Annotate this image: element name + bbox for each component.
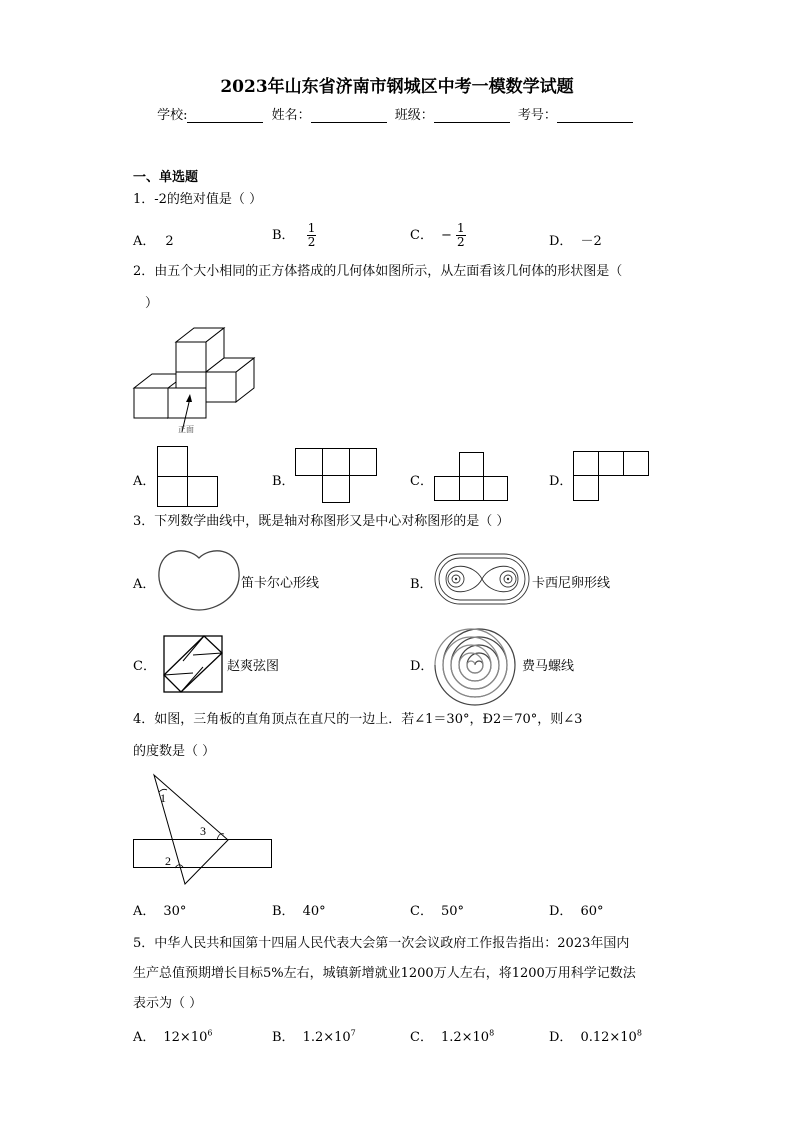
name-blank bbox=[311, 108, 387, 123]
cassini-oval-figure bbox=[434, 553, 530, 605]
q3-option-d-letter: D． bbox=[410, 659, 434, 674]
q2-option-d-letter: D． bbox=[549, 474, 573, 489]
q1-option-b: B． $\frac{1}{2}$ bbox=[272, 221, 316, 249]
q4-option-d: D． 60° bbox=[549, 904, 604, 919]
q5-option-d: D． $0.12\times 10^8$ bbox=[549, 1028, 642, 1045]
q2-option-b-figure bbox=[295, 448, 379, 504]
q2-stem: 2．由五个大小相同的正方体搭成的几何体如图所示，从左面看该几何体的形状图是（ bbox=[133, 264, 623, 279]
zhao-shuang-diagram bbox=[163, 635, 223, 693]
q2-option-c-figure bbox=[434, 452, 510, 502]
cardioid-figure bbox=[157, 548, 241, 612]
q2-option-c-letter: C． bbox=[410, 474, 433, 489]
q3-option-b-label: 卡西尼卵形线 bbox=[532, 576, 611, 591]
section-heading: 一、单选题 bbox=[133, 170, 199, 185]
q2-option-a-figure bbox=[157, 446, 219, 508]
q4-stem: 4．如图，三角板的直角顶点在直尺的一边上．若∠1＝30°，Ð2＝70°，则∠3 bbox=[133, 712, 583, 727]
q1-option-d: D． －2 bbox=[549, 234, 602, 249]
q3-option-a-letter: A． bbox=[133, 577, 156, 592]
front-label: 正面 bbox=[178, 425, 194, 434]
q1-c-fraction: $\frac{1}{2}$ bbox=[457, 221, 465, 249]
q1-stem: 1．-2的绝对值是（ ） bbox=[133, 192, 263, 207]
q3-option-b-letter: B． bbox=[410, 577, 433, 592]
q3-option-a-label: 笛卡尔心形线 bbox=[241, 576, 320, 591]
q3-option-c-letter: C． bbox=[133, 659, 156, 674]
exam-number-blank bbox=[557, 108, 633, 123]
class-label: 班级： bbox=[394, 108, 434, 123]
q4-option-c: C． 50° bbox=[410, 904, 464, 919]
q5-stem-line-2: 生产总值预期增长目标5%左右，城镇新增就业1200万人左右，将1200万用科学记数法 bbox=[133, 966, 636, 981]
q3-option-c-label: 赵爽弦图 bbox=[227, 659, 280, 674]
name-label: 姓名： bbox=[271, 108, 311, 123]
q3-stem: 3．下列数学曲线中，既是轴对称图形又是中心对称图形的是（ ） bbox=[133, 514, 510, 529]
q1-option-a: A． 2 bbox=[133, 234, 174, 249]
q1-b-fraction: $\frac{1}{2}$ bbox=[307, 221, 316, 249]
angle-3-label: 3 bbox=[200, 824, 206, 838]
q2-option-b-letter: B． bbox=[272, 474, 295, 489]
fermat-spiral-figure bbox=[432, 623, 518, 707]
q3-option-d-label: 费马螺线 bbox=[522, 659, 575, 674]
q2-cube-figure bbox=[130, 328, 260, 438]
q4-stem-2: 的度数是（ ） bbox=[133, 744, 216, 759]
exam-number-label: 考号： bbox=[517, 108, 557, 123]
q1-option-c: C． − $\frac{1}{2}$ bbox=[410, 221, 465, 249]
q4-triangle-ruler-figure bbox=[133, 774, 275, 886]
q5-option-a: A． $12\times 10^6$ bbox=[133, 1028, 213, 1045]
angle-2-label: 2 bbox=[165, 854, 171, 868]
school-label: 学校: bbox=[157, 108, 188, 123]
student-info-line bbox=[0, 104, 794, 123]
page-title: 2023年山东省济南市钢城区中考一模数学试题 bbox=[220, 77, 574, 97]
q5-stem-line-3: 表示为（ ） bbox=[133, 996, 203, 1011]
q2-option-a-letter: A． bbox=[133, 474, 156, 489]
class-blank bbox=[434, 108, 510, 123]
q5-option-b: B． $1.2\times 10^7$ bbox=[272, 1028, 356, 1045]
q2-option-d-figure bbox=[573, 451, 651, 503]
q5-option-c: C． $1.2\times 10^8$ bbox=[410, 1028, 495, 1045]
q5-stem-line-1: 5．中华人民共和国第十四届人民代表大会第一次会议政府工作报告指出：2023年国内 bbox=[133, 936, 630, 951]
angle-1-label: 1 bbox=[160, 791, 166, 805]
q2-stem-end: ） bbox=[145, 296, 159, 311]
q4-option-b: B． 40° bbox=[272, 904, 326, 919]
school-blank bbox=[187, 108, 263, 123]
q4-option-a: A． 30° bbox=[133, 904, 187, 919]
